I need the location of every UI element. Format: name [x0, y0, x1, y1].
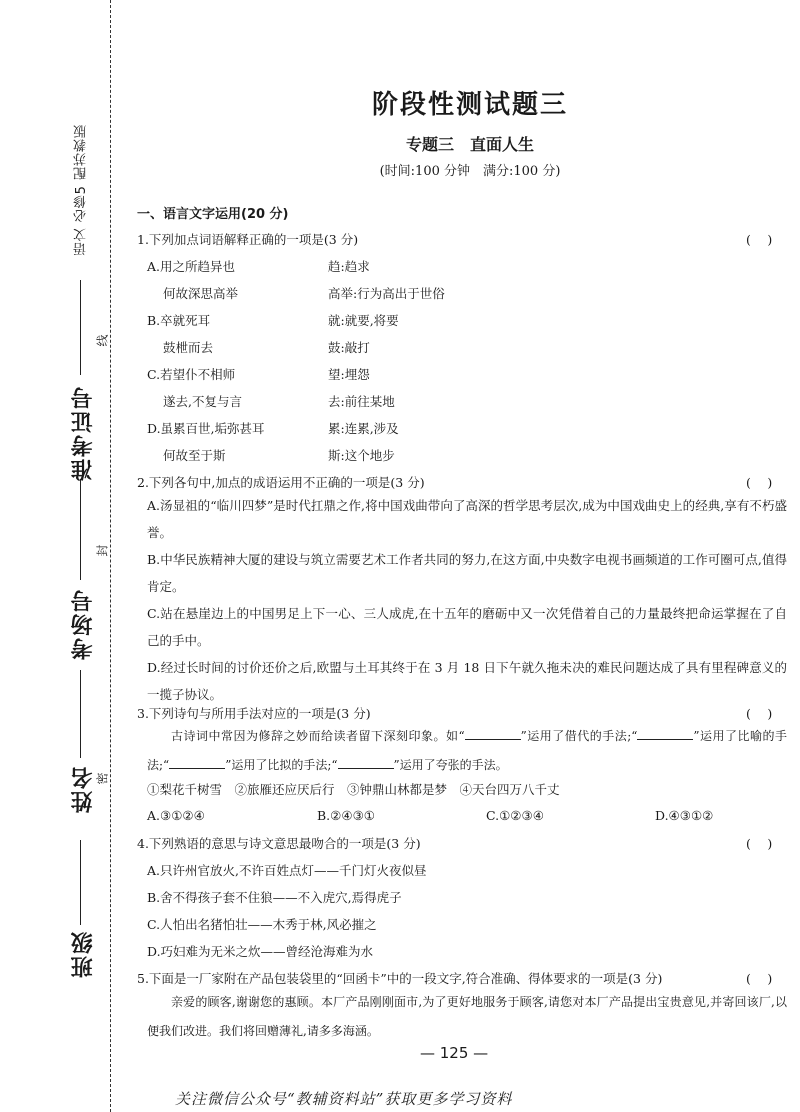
- q1-row-c1-right: 望:埋怨: [328, 367, 370, 382]
- q2-option-a: A.汤显祖的“临川四梦”是时代扛鼎之作,将中国戏曲带向了高深的哲学思考层次,成为中国戏曲史上的经典,享有不朽盛誉。: [147, 498, 787, 540]
- name-label: 姓名: [71, 765, 96, 813]
- q1-row-a1-right: 趋:趋求: [328, 259, 370, 274]
- q3-choice-a: A.③①②④: [147, 808, 205, 823]
- q3-blank-4: [338, 756, 394, 769]
- seal-mark-line: 线: [95, 334, 110, 347]
- q1-row-d2-right: 斯:这个地步: [328, 448, 395, 463]
- section-title: 一、语言文字运用(20 分): [137, 207, 289, 222]
- q3-passage-part1: 古诗词中常因为修辞之妙而给读者留下深刻印象。如“: [171, 729, 465, 743]
- q2-option-d: D.经过长时间的讨价还价之后,欧盟与土耳其终于在 3 月 18 日下午就久拖未决的难民问题达成了具有里程碑意义的一揽子协议。: [147, 660, 787, 702]
- seal-mark-seal: 封: [95, 544, 110, 557]
- q3-passage-part4: ”运用了比拟的手法;“: [225, 758, 338, 772]
- q3-blank-2: [637, 727, 693, 740]
- q3-blank-3: [169, 756, 225, 769]
- q3-passage-part3: ”运用了比喻的手法;“: [147, 729, 787, 772]
- q5-bracket: ( ): [746, 971, 773, 986]
- q3-passage-part5: ”运用了夸张的手法。: [393, 758, 508, 772]
- q4-option-d: D.巧妇难为无米之炊——曾经沧海难为水: [147, 944, 374, 959]
- q1-row-d1-left: D.虽累百世,垢弥甚耳: [147, 421, 265, 436]
- q1-row-a2-left: 何故深思高举: [163, 286, 239, 301]
- exam-id-blank: [80, 280, 81, 375]
- exam-room-label: 考场号: [71, 588, 96, 660]
- q1-row-b1-left: B.卒就死耳: [147, 313, 211, 328]
- exam-id-label: 准考证号: [71, 385, 96, 481]
- q1-bracket: ( ): [746, 232, 773, 247]
- q2-bracket: ( ): [746, 475, 773, 490]
- q3-passage-part2: ”运用了借代的手法;“: [520, 729, 638, 743]
- q5-stem: 5.下面是一厂家附在产品包装袋里的“回函卡”中的一段文字,符合准确、得体要求的一项是(3 分): [137, 971, 663, 986]
- time-info: (时间:100 分钟 满分:100 分): [379, 164, 561, 179]
- q1-row-d1-right: 累:连累,涉及: [328, 421, 399, 436]
- q3-choice-b: B.②④③①: [317, 808, 375, 823]
- q3-passage: [147, 722, 787, 780]
- q1-row-a1-left: A.用之所趋异也: [147, 259, 236, 274]
- q1-row-b1-right: 就:就要,将要: [328, 313, 399, 328]
- page-title: 阶段性测试题三: [371, 90, 568, 120]
- exam-room-blank: [80, 480, 81, 580]
- q3-blank-1: [465, 727, 521, 740]
- name-blank: [80, 670, 81, 758]
- q1-row-d2-left: 何故至于斯: [163, 448, 226, 463]
- q4-option-a: A.只许州官放火,不许百姓点灯——千门灯火夜似昼: [147, 863, 427, 878]
- q2-stem: 2.下列各句中,加点的成语运用不正确的一项是(3 分): [137, 475, 425, 490]
- q1-row-c2-left: 遂去,不复与言: [163, 394, 242, 409]
- q4-bracket: ( ): [746, 836, 773, 851]
- seal-mark-secret: 密: [95, 772, 110, 785]
- q1-row-a2-right: 高举:行为高出于世俗: [328, 286, 445, 301]
- q2-option-c: C.站在悬崖边上的中国男足上下一心、三人成虎,在十五年的磨砺中又一次凭借着自己的力量最终把命运掌握在了自己的手中。: [147, 606, 787, 648]
- page-number: — 125 —: [420, 1044, 489, 1062]
- q3-choice-d: D.④③①②: [655, 808, 714, 823]
- q4-option-b: B.舍不得孩子套不住狼——不入虎穴,焉得虎子: [147, 890, 402, 905]
- page-subtitle: 专题三 直面人生: [405, 135, 534, 154]
- q1-row-b2-left: 鼓枻而去: [163, 340, 214, 355]
- q1-row-b2-right: 鼓:敲打: [328, 340, 370, 355]
- q1-row-c2-right: 去:前往某地: [328, 394, 395, 409]
- q3-items: ①梨花千树雪 ②旅雁还应厌后行 ③钟鼎山林都是梦 ④天台四万八千丈: [147, 782, 560, 797]
- q4-option-c: C.人怕出名猪怕壮——木秀于林,风必摧之: [147, 917, 377, 932]
- footer-note: 关注微信公众号“教辅资料站”获取更多学习资料: [175, 1090, 513, 1108]
- q3-choice-c: C.①②③④: [486, 808, 544, 823]
- class-blank: [80, 840, 81, 925]
- q5-passage: 亲爱的顾客,谢谢您的惠顾。本厂产品刚刚面市,为了更好地服务于顾客,请您对本厂产品提出宝贵意见,并寄回该厂,以便我们改进。我们将回赠薄礼,请多多海涵。: [147, 995, 787, 1038]
- class-label: 班级: [71, 930, 96, 978]
- q2-option-b: B.中华民族精神大厦的建设与筑立需要艺术工作者共同的努力,在这方面,中央数字电视书画频道的工作可圈可点,值得肯定。: [147, 552, 787, 594]
- q3-bracket: ( ): [746, 706, 773, 721]
- q1-stem: 1.下列加点词语解释正确的一项是(3 分): [137, 232, 359, 247]
- sidebar-header: 语文 必修5 配苏教版: [74, 124, 89, 256]
- q3-stem: 3.下列诗句与所用手法对应的一项是(3 分): [137, 706, 371, 721]
- q4-stem: 4.下列熟语的意思与诗文意思最吻合的一项是(3 分): [137, 836, 421, 851]
- q1-row-c1-left: C.若望仆不相师: [147, 367, 236, 382]
